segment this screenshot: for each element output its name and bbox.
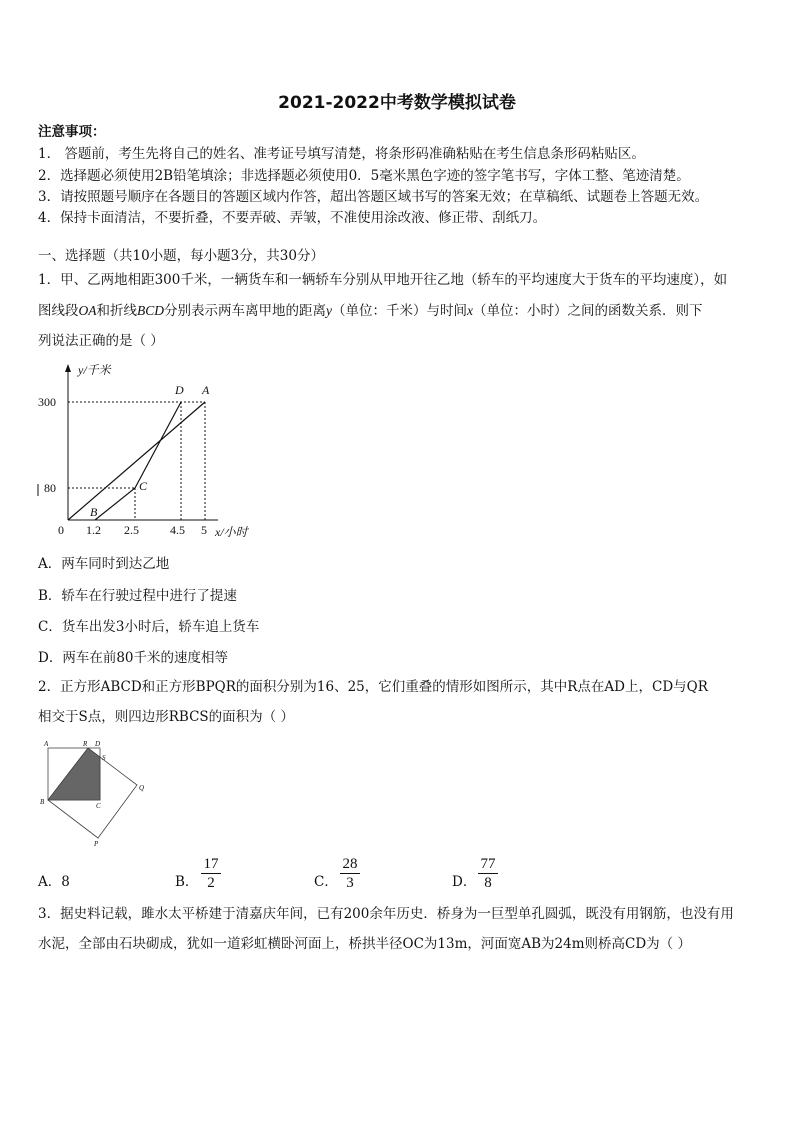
notes-heading: 注意事项： [38, 124, 106, 140]
label-D: D [95, 740, 101, 748]
section-heading: 一、选择题（共10小题，每小题3分，共30分） [38, 248, 324, 264]
origin-label: 0 [58, 523, 64, 537]
label-A: A [44, 740, 49, 748]
point-D-label: D [175, 383, 184, 397]
note-item: 3．请按照题号顺序在各题目的答题区域内作答，超出答题区域书写的答案无效；在草稿纸、试题卷上答题无效。 [38, 189, 709, 205]
quadrilateral-RBCS [48, 748, 100, 800]
q1-text-line3: 列说法正确的是（ ） [38, 333, 164, 349]
q1-option-b[interactable]: B．轿车在行驶过程中进行了提速 [38, 588, 237, 604]
label-S: S [102, 754, 106, 762]
q1-text-line2: 图线段OA和折线BCD分别表示两车离甲地的距离y（单位：千米）与时间x（单位：小时）之间的函数关系．则下 [38, 303, 703, 319]
q2-option-c-fraction: 28 3 [337, 855, 363, 892]
page-title: 2021-2022中考数学模拟试卷 [278, 93, 516, 113]
q3-text-line1: 3．据史料记载，雎水太平桥建于清嘉庆年间，已有200余年历史．桥身为一巨型单孔圆弧，既没有用钢筋，也没有用 [38, 906, 734, 922]
q3-text-line2: 水泥，全部由石块砌成，犹如一道彩虹横卧河面上，桥拱半径OC为13m，河面宽AB为24m则桥高CD为（ ） [38, 936, 691, 952]
y-axis-arrow [65, 364, 71, 372]
y-axis-label: y/千米 [78, 363, 111, 377]
q1-option-d[interactable]: D．两车在前80千米的速度相等 [38, 650, 229, 666]
q2-squares-figure [38, 738, 158, 848]
segment-OA [68, 402, 205, 520]
x-tick-5: 5 [201, 523, 207, 537]
label-Q: Q [139, 784, 145, 792]
label-R: R [83, 740, 88, 748]
y-tick-300: 300 [38, 395, 56, 409]
note-item: 2．选择题必须使用2B铅笔填涂；非选择题必须使用0．5毫米黑色字迹的签字笔书写，字体工整、笔迹清楚。 [38, 168, 690, 184]
label-P: P [94, 840, 99, 848]
point-B-label: B [90, 505, 98, 519]
q2-option-c[interactable]: C． [314, 874, 338, 890]
q2-option-a[interactable]: A．8 [38, 874, 70, 890]
q1-option-c[interactable]: C．货车出发3小时后，轿车追上货车 [38, 619, 260, 635]
note-item: 4．保持卡面清洁，不要折叠，不要弄破、弄皱，不准使用涂改液、修正带、刮纸刀。 [38, 210, 547, 226]
x-axis-label: x/小时 [215, 525, 248, 539]
q2-text-line2: 相交于S点，则四边形RBCS的面积为（ ） [38, 709, 294, 725]
q2-text-line1: 2．正方形ABCD和正方形BPQR的面积分别为16、25，它们重叠的情形如图所示，其中R点在AD上，CD与QR [38, 679, 708, 695]
q2-option-b[interactable]: B． [175, 874, 199, 890]
x-tick-1-2: 1.2 [86, 523, 101, 537]
q1-text-line1: 1．甲、乙两地相距300千米，一辆货车和一辆轿车分别从甲地开往乙地（轿车的平均速度大于货车的平均速度），如 [38, 272, 728, 288]
q1-distance-time-graph [30, 358, 290, 544]
x-tick-2-5: 2.5 [124, 523, 139, 537]
q2-option-d-fraction: 77 8 [475, 855, 501, 892]
point-A-label: A [202, 383, 210, 397]
x-tick-4-5: 4.5 [170, 523, 185, 537]
label-B: B [40, 798, 45, 806]
label-C: C [96, 802, 101, 810]
q2-option-d[interactable]: D． [452, 874, 477, 890]
q2-option-b-fraction: 17 2 [198, 855, 224, 892]
q1-option-a[interactable]: A．两车同时到达乙地 [38, 556, 170, 572]
note-item: 1． 答题前，考生先将自己的姓名、准考证号填写清楚，将条形码准确粘贴在考生信息条形码粘贴区。 [38, 146, 645, 162]
point-C-label: C [139, 479, 148, 493]
polyline-BCD [95, 402, 181, 520]
y-tick-80: 80 [44, 481, 56, 495]
